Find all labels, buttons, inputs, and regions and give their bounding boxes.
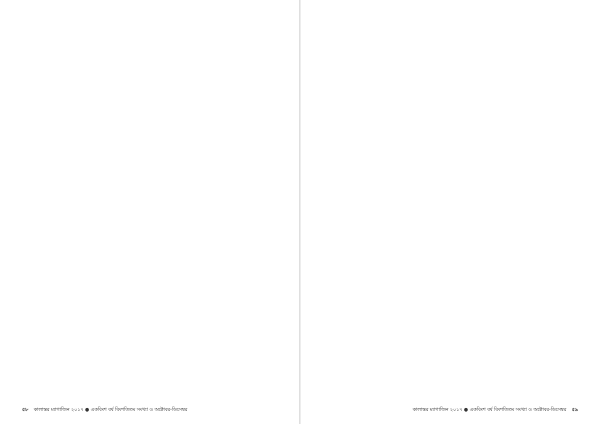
left-page-footer [18, 407, 187, 415]
right-page-number: ৫৯ [571, 408, 578, 413]
left-page-number: ৫৮ [22, 408, 29, 413]
left-page-running-footer: কালান্তর ম্যাগাজিন ২০১৭ ● একবিংশ বর্ষ বিংশতিতম সংখ্যা ও অক্টোবর-ডিসেম্বর [33, 408, 188, 413]
left-page-column-2 [109, 40, 193, 400]
left-page-column-1 [18, 40, 102, 400]
right-page-text-columns [315, 40, 582, 400]
right-page [301, 0, 600, 424]
right-page-column-2 [406, 40, 490, 400]
right-page-column-3 [498, 40, 582, 400]
right-page-running-footer: কালান্তর ম্যাগাজিন ২০১৭ ● একবিংশ বর্ষ বিংশতিতম সংখ্যা ও অক্টোবর-ডিসেম্বর [412, 408, 567, 413]
left-page [0, 0, 299, 424]
right-page-column-1 [315, 40, 399, 400]
left-page-column-3 [199, 40, 283, 400]
right-page-footer [413, 407, 582, 415]
left-page-text-columns [18, 40, 283, 400]
